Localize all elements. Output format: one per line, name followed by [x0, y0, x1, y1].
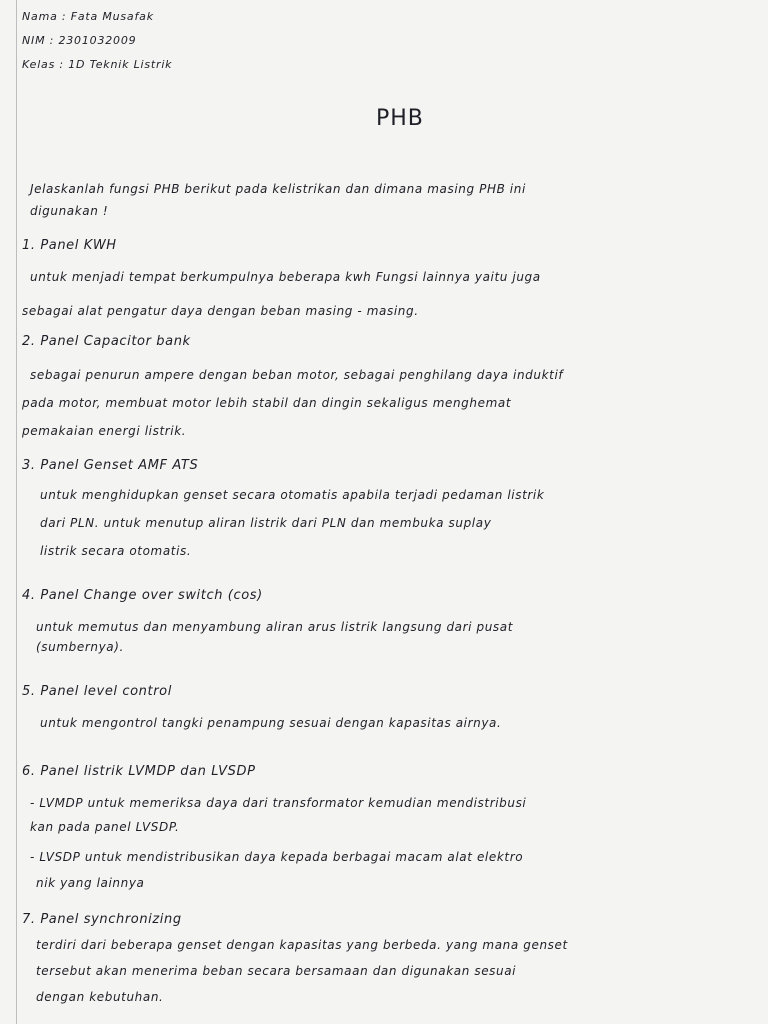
header-kelas: Kelas : 1D Teknik Listrik — [22, 58, 173, 71]
section-2-line-3: pemakaian energi listrik. — [22, 424, 187, 438]
section-6-line-3: - LVSDP untuk mendistribusikan daya kepada berbagai macam alat elektro — [30, 850, 524, 864]
section-1-line-2: sebagai alat pengatur daya dengan beban masing - masing. — [22, 304, 419, 318]
section-7-line-3: dengan kebutuhan. — [36, 990, 164, 1004]
section-2-heading: 2. Panel Capacitor bank — [22, 334, 191, 349]
section-1-line-1: untuk menjadi tempat berkumpulnya beberapa kwh Fungsi lainnya yaitu juga — [30, 270, 541, 284]
section-2-line-2: pada motor, membuat motor lebih stabil dan dingin sekaligus menghemat — [22, 396, 512, 410]
section-3-line-1: untuk menghidupkan genset secara otomatis apabila terjadi pedaman listrik — [40, 488, 545, 502]
section-7-line-2: tersebut akan menerima beban secara bersamaan dan digunakan sesuai — [36, 964, 517, 978]
section-1-heading: 1. Panel KWH — [22, 238, 117, 253]
section-3-heading: 3. Panel Genset AMF ATS — [22, 458, 199, 473]
section-4-line-1: untuk memutus dan menyambung aliran arus listrik langsung dari pusat — [36, 620, 514, 634]
section-4-line-2: (sumbernya). — [36, 640, 124, 654]
section-3-line-3: listrik secara otomatis. — [40, 544, 192, 558]
section-6-line-2: kan pada panel LVSDP. — [30, 820, 180, 834]
section-7-heading: 7. Panel synchronizing — [22, 912, 182, 927]
intro-line-2: digunakan ! — [30, 204, 109, 218]
section-4-heading: 4. Panel Change over switch (cos) — [22, 588, 263, 603]
header-nim: NIM : 2301032009 — [22, 34, 137, 47]
section-5-heading: 5. Panel level control — [22, 684, 172, 699]
header-nama: Nama : Fata Musafak — [22, 10, 154, 23]
section-6-line-1: - LVMDP untuk memeriksa daya dari transformator kemudian mendistribusi — [30, 796, 527, 810]
margin-line — [16, 0, 17, 1024]
section-7-line-1: terdiri dari beberapa genset dengan kapasitas yang berbeda. yang mana genset — [36, 938, 568, 952]
section-2-line-1: sebagai penurun ampere dengan beban motor, sebagai penghilang daya induktif — [30, 368, 564, 382]
page-title: PHB — [376, 106, 424, 131]
section-3-line-2: dari PLN. untuk menutup aliran listrik dari PLN dan membuka suplay — [40, 516, 492, 530]
intro-line-1: Jelaskanlah fungsi PHB berikut pada kelistrikan dan dimana masing PHB ini — [30, 182, 526, 196]
section-5-line-1: untuk mengontrol tangki penampung sesuai dengan kapasitas airnya. — [40, 716, 502, 730]
section-6-line-4: nik yang lainnya — [36, 876, 145, 890]
section-6-heading: 6. Panel listrik LVMDP dan LVSDP — [22, 764, 256, 779]
